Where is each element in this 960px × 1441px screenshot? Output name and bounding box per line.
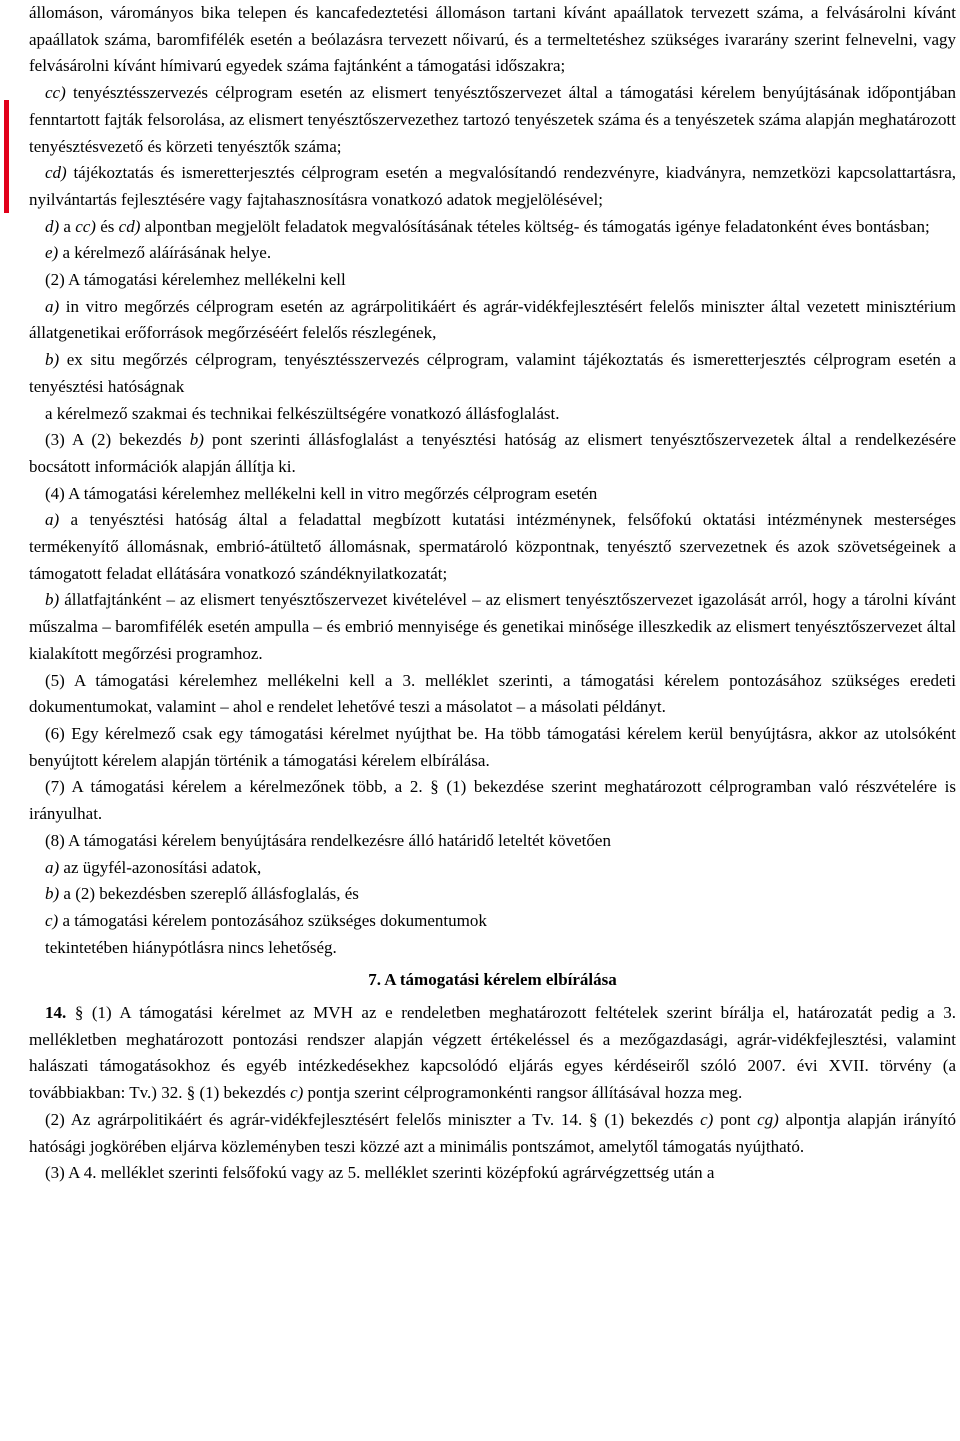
- text-run: a kérelmező szakmai és technikai felkészültségére vonatkozó állásfoglalást.: [45, 403, 560, 423]
- text-run: ex situ megőrzés célprogram, tenyésztésszervezés célprogram, valamint tájékoztatás és ismeretterjesztés célprogram esetén a tenyésztési hatóságnak: [29, 350, 956, 396]
- enum-marker: cd): [118, 216, 141, 236]
- paragraph: [29, 1000, 956, 1107]
- text-run: 7. A támogatási kérelem elbírálása: [368, 970, 617, 990]
- paragraph: [29, 267, 956, 294]
- text-run: tekintetében hiánypótlásra nincs lehetőség.: [45, 937, 337, 957]
- enum-marker: c): [45, 910, 59, 930]
- text-run: állomáson, várományos bika telepen és kancafedeztetési állomáson tartani kívánt apaállatok tervezett száma, a felvásárolni kívánt apaállatok száma, baromfifélék esetén a beólazásra tervezett nőivarú, és a termeltetéshez szükséges ivararány szerint felnevelni, vagy felvásárolni kívánt hímivarú egyedek száma fajtánként a támogatási időszakra;: [29, 3, 956, 76]
- text-run: (3) A 4. melléklet szerinti felsőfokú vagy az 5. melléklet szerinti középfokú agrárvégzettség után a: [45, 1163, 715, 1183]
- text-run: pontja szerint célprogramonkénti rangsor állításával hozza meg.: [303, 1083, 743, 1103]
- text-run: (4) A támogatási kérelemhez mellékelni kell in vitro megőrzés célprogram esetén: [45, 483, 598, 503]
- text-run: tájékoztatás és ismeretterjesztés célprogram esetén a megvalósítandó rendezvényre, kiadványra, nemzetközi kapcsolattartásra, nyilvántartás fejlesztésére vagy fajtahasznosításra vonatkozó adatok megjelölésével;: [29, 163, 956, 209]
- enum-marker: b): [45, 350, 60, 370]
- text-run: (8) A támogatási kérelem benyújtására rendelkezésre álló határidő leteltét követően: [45, 830, 611, 850]
- paragraph: [29, 908, 956, 935]
- text-run: (3) A (2) bekezdés: [45, 430, 190, 450]
- paragraph: [29, 881, 956, 908]
- text-run: alpontban megjelölt feladatok megvalósításának tételes költség- és támogatás igénye feladatonként éves bontásban;: [140, 216, 930, 236]
- paragraph: [29, 721, 956, 774]
- paragraph: [29, 347, 956, 400]
- enum-marker: cd): [45, 163, 67, 183]
- text-run: a: [59, 216, 76, 236]
- enum-marker: a): [45, 510, 60, 530]
- paragraph: [29, 828, 956, 855]
- paragraph: [29, 0, 956, 80]
- enum-marker: cc): [75, 216, 96, 236]
- paragraph: [29, 507, 956, 587]
- text-run: pont: [713, 1109, 758, 1129]
- text-run: (2) Az agrárpolitikáért és agrár-vidékfejlesztésért felelős miniszter a Tv. 14. § (1) bekezdés: [45, 1109, 701, 1129]
- section-number: 14.: [45, 1003, 67, 1023]
- text-run: pont szerinti állásfoglalást a tenyésztési hatóság az elismert tenyésztőszervezetek által a rendelkezésére bocsátott információk alapján állítja ki.: [29, 430, 956, 476]
- paragraph: [29, 160, 956, 213]
- paragraph: [29, 80, 956, 160]
- enum-marker: b): [189, 430, 204, 450]
- text-run: (6) Egy kérelmező csak egy támogatási kérelmet nyújthat be. Ha több támogatási kérelem kerül benyújtásra, akkor az utolsóként benyújtott kérelem alapján történik a támogatási kérelem elbírálása.: [29, 723, 956, 770]
- text-run: (2) A támogatási kérelemhez mellékelni kell: [45, 270, 346, 290]
- text-run: a támogatási kérelem pontozásához szükséges dokumentumok: [58, 910, 487, 930]
- paragraph: [29, 427, 956, 480]
- paragraph: [29, 1107, 956, 1160]
- paragraph: [29, 481, 956, 508]
- text-run: § (1) A támogatási kérelmet az MVH az e rendeletben meghatározott feltételek szerint bírálja el, határozatát pedig a 3. mellékletben meghatározott pontozási rendszer alapján végzett értékeléssel és a mezőgazdasági, agrár-vidékfejlesztési, valamint halászati támogatásokhoz és egyéb intézkedésekhez kapcsolódó eljárás egyes kérdéseiről szóló 2007. évi XVII. törvény (a továbbiakban: Tv.) 32. § (1) bekezdés: [29, 1003, 956, 1103]
- text-run: in vitro megőrzés célprogram esetén az agrárpolitikáért és agrár-vidékfejlesztésért felelős miniszter által vezetett minisztérium állatgenetikai erőforrások megőrzéséért felelős részlegének,: [29, 296, 956, 343]
- document-body: [29, 0, 956, 1187]
- enum-marker: c): [290, 1083, 304, 1103]
- section-heading: [29, 967, 956, 994]
- text-run: (7) A támogatási kérelem a kérelmezőnek több, a 2. § (1) bekezdése szerint meghatározott célprogramban való részvételére is irányulhat.: [29, 777, 956, 824]
- text-run: alpontja alapján irányító hatósági jogkörében eljárva közleményben teszi közzé azt a minimális pontszámot, amelytől támogatás nyújtható.: [29, 1109, 956, 1156]
- enum-marker: c): [700, 1109, 714, 1129]
- enum-marker: d): [45, 216, 60, 236]
- paragraph: [29, 587, 956, 667]
- enum-marker: a): [45, 857, 60, 877]
- paragraph: [29, 294, 956, 347]
- enum-marker: b): [45, 884, 60, 904]
- text-run: tenyésztésszervezés célprogram esetén az elismert tenyésztőszervezet által a támogatási kérelem benyújtásának időpontjában fenntartott fajták felsorolása, az elismert tenyésztőszervezethez tartozó tenyészetek száma és a tenyészetek száma alapján meghatározott tenyésztésvezető és körzeti tenyésztők száma;: [29, 83, 956, 156]
- paragraph: [29, 668, 956, 721]
- paragraph: [29, 1160, 956, 1187]
- revision-margin-bar: [4, 100, 9, 213]
- text-run: állatfajtánként – az elismert tenyésztőszervezet kivételével – az elismert tenyésztőszervezet igazolását arról, hogy a tárolni kívánt műszalma – baromfifélék esetén ampulla – és embrió mennyisége és genetikai minősége illeszkedik az elismert tenyésztőszervezet által kialakított megőrzési programhoz.: [29, 590, 956, 663]
- paragraph: [29, 240, 956, 267]
- paragraph: [29, 935, 956, 962]
- paragraph: [29, 214, 956, 241]
- enum-marker: b): [45, 590, 60, 610]
- enum-marker: cg): [757, 1109, 779, 1129]
- enum-marker: a): [45, 296, 60, 316]
- enum-marker: cc): [45, 83, 66, 103]
- paragraph: [29, 774, 956, 827]
- paragraph: [29, 855, 956, 882]
- text-run: a tenyésztési hatóság által a feladattal megbízott kutatási intézménynek, felsőfokú oktatási intézménynek mesterséges termékenyítő állomásnak, embrió-átültető állomásnak, spermatároló központnak, tenyésztő szervezetnek és azok szövetségeinek a támogatott feladat ellátására vonatkozó szándéknyilatkozatát;: [29, 510, 956, 583]
- text-run: (5) A támogatási kérelemhez mellékelni kell a 3. melléklet szerinti, a támogatási kérelem pontozásához szükséges eredeti dokumentumokat, valamint – ahol e rendelet lehetővé teszi a másolatot – a másolati példányt.: [29, 670, 956, 717]
- paragraph: [29, 401, 956, 428]
- text-run: a kérelmező aláírásának helye.: [58, 243, 272, 263]
- text-run: a (2) bekezdésben szereplő állásfoglalás, és: [59, 884, 359, 904]
- enum-marker: e): [45, 243, 59, 263]
- text-run: az ügyfél-azonosítási adatok,: [59, 857, 262, 877]
- text-run: és: [95, 216, 119, 236]
